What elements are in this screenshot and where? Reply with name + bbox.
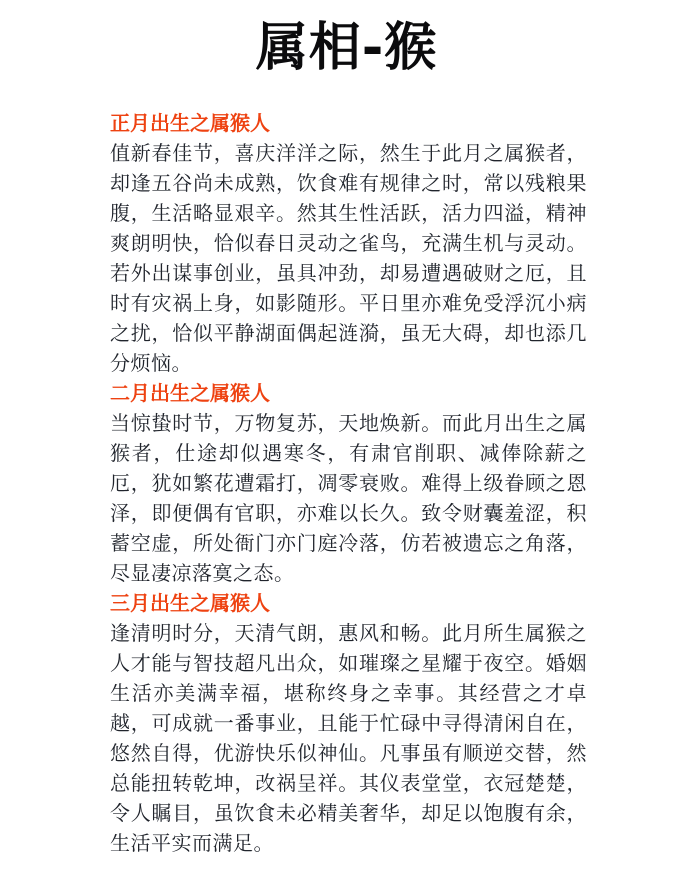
- page-title: 属相-猴: [255, 18, 438, 78]
- section-body-month-1: 值新春佳节，喜庆洋洋之际，然生于此月之属猴者，却逢五谷尚未成熟，饮食难有规律之时，常以残粮果腹，生活略显艰辛。然其生性活跃，活力四溢，精神爽朗明快，恰似春日灵动之雀鸟，充满生机与灵动。若外出谋事创业，虽具冲劲，却易遭遇破财之厄，且时有灾祸上身，如影随形。平日里亦难免受浮沉小病之扰，恰似平静湖面偶起涟漪，虽无大碍，却也添几分烦恼。: [110, 141, 587, 375]
- section-month-1: [110, 108, 587, 378]
- section-heading-month-1: 正月出生之属猴人: [110, 111, 270, 135]
- section-month-2: [110, 378, 587, 588]
- section-heading-month-2: 二月出生之属猴人: [110, 381, 270, 405]
- section-body-month-2: 当惊蛰时节，万物复苏，天地焕新。而此月出生之属猴者，仕途却似遇寒冬，有肃官削职、减俸除薪之厄，犹如繁花遭霜打，凋零衰败。难得上级眷顾之恩泽，即便偶有官职，亦难以长久。致令财囊羞涩，积蓄空虚，所处衙门亦门庭冷落，仿若被遗忘之角落，尽显凄凉落寞之态。: [110, 411, 587, 585]
- document-content: [110, 108, 587, 858]
- section-month-3: [110, 588, 587, 858]
- section-heading-month-3: 三月出生之属猴人: [110, 591, 270, 615]
- section-body-month-3: 逢清明时分，天清气朗，惠风和畅。此月所生属猴之人才能与智技超凡出众，如璀璨之星耀于夜空。婚姻生活亦美满幸福，堪称终身之幸事。其经营之才卓越，可成就一番事业，且能于忙碌中寻得清闲自在，悠然自得，优游快乐似神仙。凡事虽有顺逆交替，然总能扭转乾坤，改祸呈祥。其仪表堂堂，衣冠楚楚，令人瞩目，虽饮食未必精美奢华，却足以饱腹有余，生活平实而满足。: [110, 621, 587, 855]
